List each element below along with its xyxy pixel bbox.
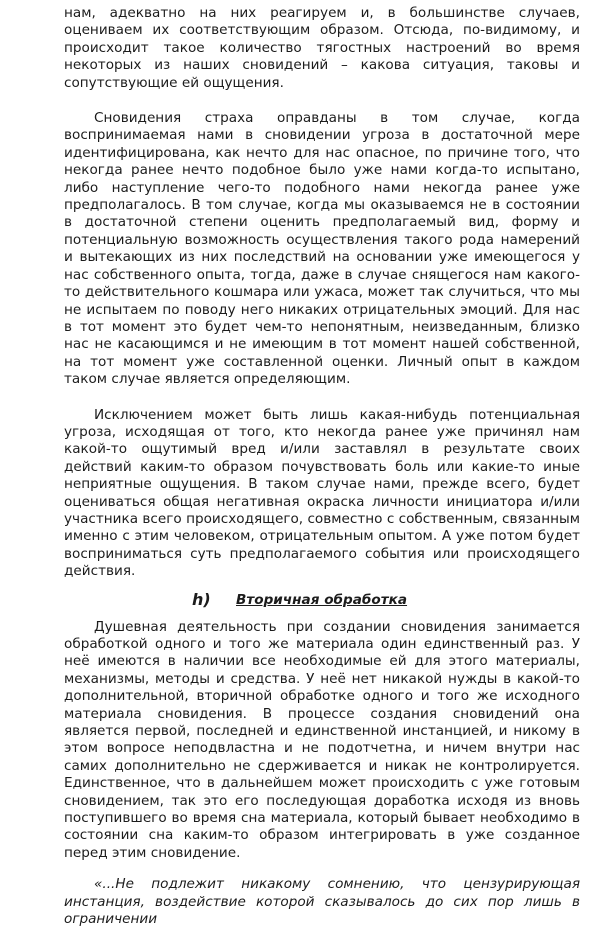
paragraph-continuation: нам, адекватно на них реагируем и, в большинстве случаев, оцениваем их соответствующим образом. Отсюда, по-видимому, и происходит такое количество тягостных настроений во время некоторых из наших сновидений – какова ситуация, таковы и сопутствующие ей ощущения. — [64, 5, 580, 91]
paragraph-secondary-processing: Душевная деятельность при создании сновидения занимается обработкой одного и того же материала один единственный раз. У неё имеются в наличии все необходимые ей для этого материалы, механизмы, методы и средства. У неё нет никакой нужды в какой-то дополнительной, вторичной обработке одного и того же исходного материала сновидения. В процессе создания сновидений она является первой, последней и единственной инстанцией, и никому в этом вопросе неподвластна и не подотчетна, и ничем внутри нас самих дополнительно не сдерживается и никак не контролируется. Единственное, что в дальнейшем может происходить с уже готовым сновидением, так это его последующая доработка исходя из вновь поступившего во время сна материала, который бывает необходимо в состоянии сна каким-то образом интегрировать в уже созданное перед этим сновидение. — [64, 618, 580, 861]
paragraph-quote: «...Не подлежит никакому сомнению, что цензурирующая инстанция, воздействие которой сказывалось до сих пор лишь в ограничении — [64, 876, 580, 928]
paragraph-fear-dreams: Сновидения страха оправданы в том случае, когда воспринимаемая нами в сновидении угроза в достаточной мере идентифицирована, как нечто для нас опасное, по причине того, что некогда ранее нечто подобное было уже нами когда-то испытано, либо наступление чего-то подобного нами некогда ранее уже предполагалось. В том случае, когда мы оказываемся не в состоянии в достаточной степени оценить предполагаемый вид, форму и потенциальную возможность осуществления такого рода намерений и вытекающих из них последствий на основании уже имеющегося у нас собственного опыта, тогда, даже в случае снящегося нам какого-то действительного кошмара или ужаса, может так случиться, что мы не испытаем по поводу него никаких отрицательных эмоций. Для нас в тот момент это будет чем-то непонятным, неизведанным, близко нас не касающимся и не имеющим в тот момент нашей собственной, на тот момент уже составленной оценки. Личный опыт в каждом таком случае является определяющим. — [64, 110, 580, 388]
document-page — [64, 5, 580, 929]
section-heading — [64, 591, 580, 613]
section-letter: h) — [192, 589, 211, 609]
section-title: Вторичная обработка — [236, 591, 408, 608]
paragraph-exception: Исключением может быть лишь какая-нибудь потенциальная угроза, исходящая от того, кто некогда ранее уже причинял нам какой-то ощутимый вред и/или заставлял в результате своих действий каким-то образом почувствовать боль или какие-то иные неприятные ощущения. В таком случае нами, прежде всего, будет оцениваться общая негативная окраска личности инициатора и/или участника всего происходящего, совместно с собственным, связанным именно с этим человеком, отрицательным опытом. А уже потом будет восприниматься суть предполагаемого события или происходящего действия. — [64, 406, 580, 580]
